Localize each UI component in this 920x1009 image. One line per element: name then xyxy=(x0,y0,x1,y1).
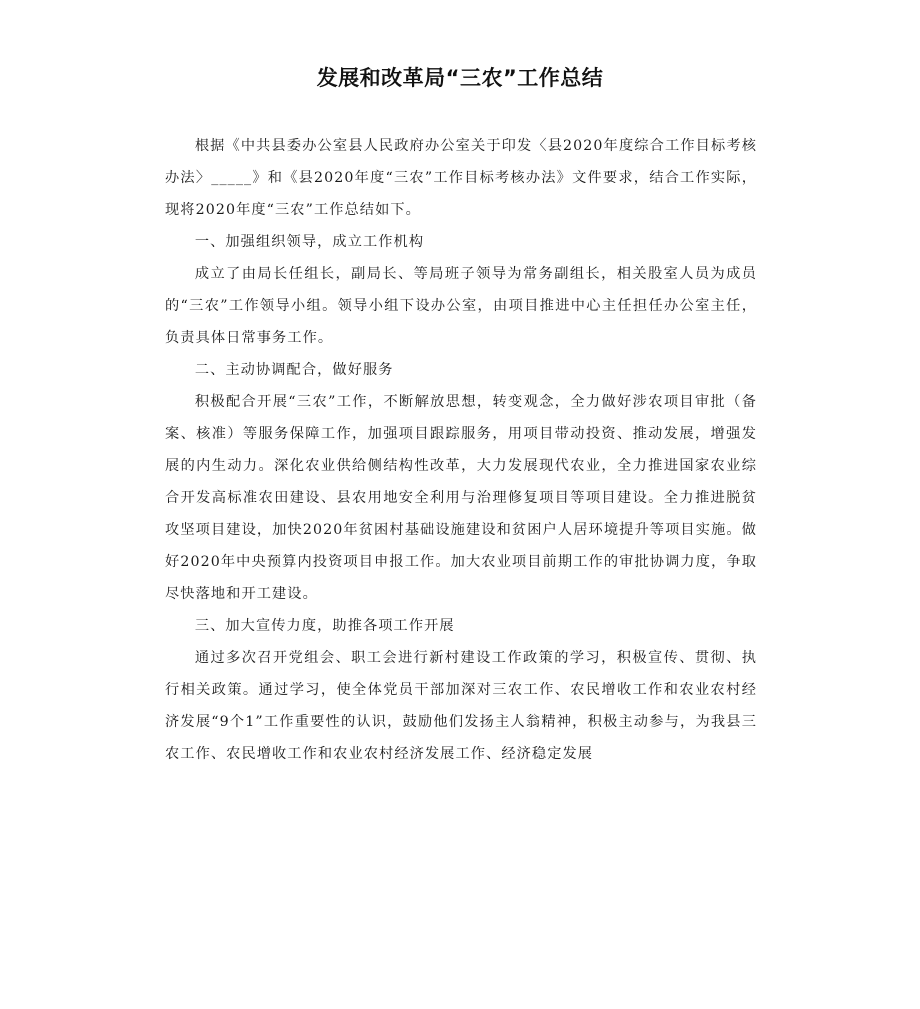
section-heading-3: 三、加大宣传力度，助推各项工作开展 xyxy=(194,618,455,634)
section-1-paragraph: 成立了由局长任组长，副局长、等局班子领导为常务副组长，相关股室人员为成员的“三农”工作领导小组。领导小组下设办公室，由项目推进中心主任担任办公室主任，负责具体日常事务工作。 xyxy=(165,266,757,346)
section-2-paragraph: 积极配合开展“三农”工作，不断解放思想，转变观念，全力做好涉农项目审批（备案、核准）等服务保障工作，加强项目跟踪服务，用项目带动投资、推动发展，增强发展的内生动力。深化农业供给侧结构性改革，大力发展现代农业，全力推进国家农业综合开发高标准农田建设、县农用地安全利用与治理修复项目等项目建设。全力推进脱贫攻坚项目建设，加快2020年贫困村基础设施建设和贫困户人居环境提升等项目实施。做好2020年中央预算内投资项目申报工作。加大农业项目前期工作的审批协调力度，争取尽快落地和开工建设。 xyxy=(165,394,757,602)
document-body xyxy=(165,130,757,770)
document-title: 发展和改革局“三农”工作总结 xyxy=(316,66,604,90)
intro-paragraph: 根据《中共县委办公室县人民政府办公室关于印发〈县2020年度综合工作目标考核办法〉_____》和《县2020年度“三农”工作目标考核办法》文件要求，结合工作实际，现将2020年度“三农”工作总结如下。 xyxy=(165,138,757,218)
section-heading-2: 二、主动协调配合，做好服务 xyxy=(194,362,394,378)
section-heading-1: 一、加强组织领导，成立工作机构 xyxy=(194,234,425,250)
section-3-paragraph: 通过多次召开党组会、职工会进行新村建设工作政策的学习，积极宣传、贯彻、执行相关政策。通过学习，使全体党员干部加深对三农工作、农民增收工作和农业农村经济发展“9个1”工作重要性的认识，鼓励他们发扬主人翁精神，积极主动参与，为我县三农工作、农民增收工作和农业农村经济发展工作、经济稳定发展 xyxy=(165,650,757,762)
